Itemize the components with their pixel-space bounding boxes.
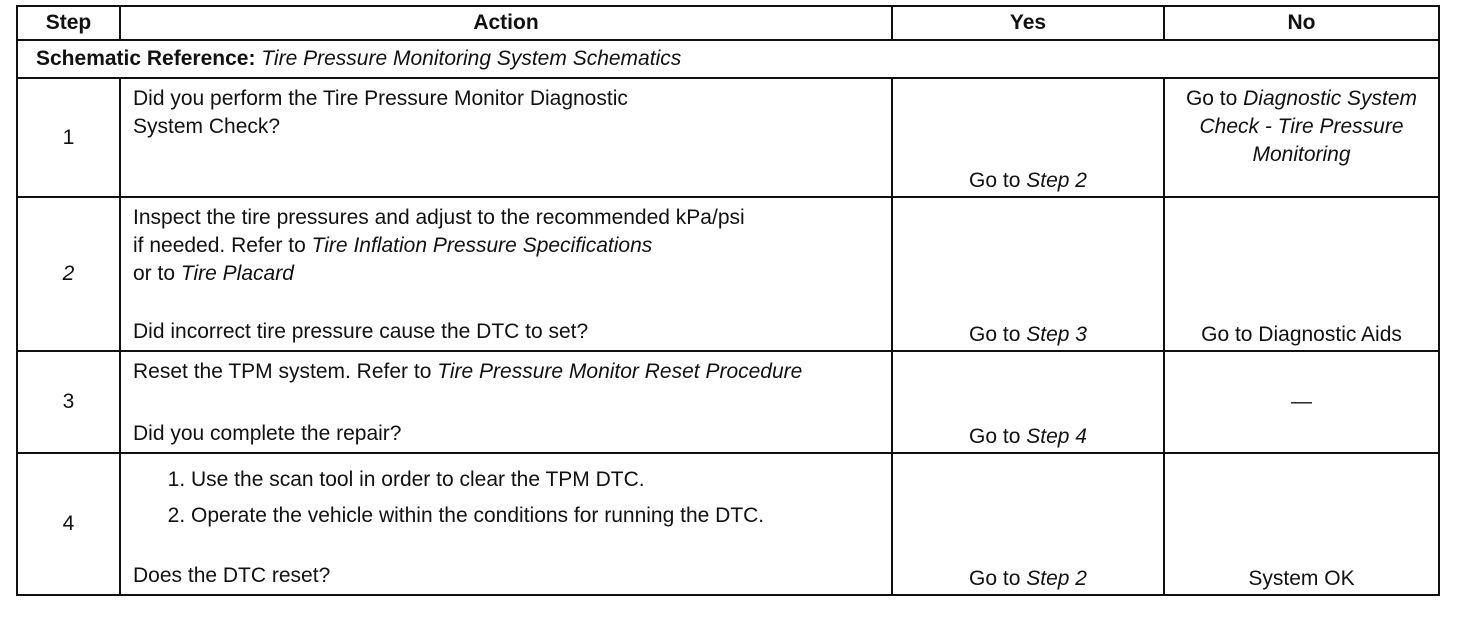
- action-text-part: if needed. Refer to: [133, 234, 312, 257]
- schematic-row: [17, 40, 1439, 78]
- action-link[interactable]: Tire Inflation Pressure Specifications: [311, 234, 653, 257]
- header-action: Action: [120, 6, 892, 40]
- no-prefix: Go to: [1185, 87, 1244, 110]
- no-link[interactable]: Diagnostic System Check - Tire Pressure Monitoring: [1199, 87, 1418, 166]
- yes-cell: [892, 351, 1164, 453]
- yes-link[interactable]: Step 3: [1026, 323, 1087, 346]
- header-yes: Yes: [892, 6, 1164, 40]
- yes-prefix: Go to: [969, 169, 1027, 192]
- action-text: System Check?: [133, 115, 281, 138]
- list-item: 2. Operate the vehicle within the conditions for running the DTC.: [191, 502, 781, 530]
- yes-prefix: Go to: [969, 425, 1027, 448]
- action-question: Did incorrect tire pressure cause the DTC to set?: [133, 320, 589, 343]
- action-link[interactable]: Tire Placard: [180, 262, 294, 285]
- action-cell: [120, 78, 892, 197]
- action-cell: [120, 453, 892, 595]
- yes-cell: [892, 453, 1164, 595]
- action-text: Did you perform the Tire Pressure Monitor Diagnostic: [133, 87, 628, 110]
- yes-action: [893, 425, 1163, 449]
- instruction-list: [133, 466, 881, 530]
- yes-link[interactable]: Step 2: [1026, 169, 1087, 192]
- table-row: [17, 453, 1439, 595]
- schematic-reference: [17, 40, 1439, 78]
- action-text: [133, 358, 833, 386]
- action-cell: [120, 197, 892, 351]
- yes-action: [893, 169, 1163, 193]
- yes-action: [893, 323, 1163, 347]
- step-number: 3: [17, 351, 120, 453]
- yes-link[interactable]: Step 2: [1026, 567, 1087, 590]
- step-number: 2: [17, 197, 120, 351]
- action-text: Inspect the tire pressures and adjust to the recommended kPa/psi: [133, 206, 745, 229]
- yes-action: [893, 567, 1163, 591]
- no-cell: [1164, 197, 1439, 351]
- yes-prefix: Go to: [969, 323, 1027, 346]
- action-text-part: Reset the TPM system. Refer to: [133, 360, 438, 383]
- no-action[interactable]: Go to Diagnostic Aids: [1201, 323, 1402, 346]
- no-cell: —: [1164, 351, 1439, 453]
- table-row: [17, 351, 1439, 453]
- header-step: Step: [17, 6, 120, 40]
- action-text-part: or to: [133, 262, 181, 285]
- action-question: Did you complete the repair?: [133, 422, 402, 445]
- action-cell: [120, 351, 892, 453]
- no-action: System OK: [1248, 567, 1355, 590]
- action-link[interactable]: Tire Pressure Monitor Reset Procedure: [437, 360, 803, 383]
- no-cell: [1164, 78, 1439, 197]
- yes-cell: [892, 197, 1164, 351]
- action-text: [133, 260, 881, 288]
- table-row: [17, 78, 1439, 197]
- yes-prefix: Go to: [969, 567, 1027, 590]
- step-number: 4: [17, 453, 120, 595]
- action-text: [133, 232, 881, 260]
- yes-cell: [892, 78, 1164, 197]
- diagnostic-table: [16, 5, 1440, 596]
- no-cell: [1164, 453, 1439, 595]
- step-number: 1: [17, 78, 120, 197]
- list-item: 1. Use the scan tool in order to clear the TPM DTC.: [191, 466, 881, 494]
- action-question: Does the DTC reset?: [133, 564, 331, 587]
- header-no: No: [1164, 6, 1439, 40]
- schematic-link[interactable]: Tire Pressure Monitoring System Schematics: [261, 47, 682, 70]
- table-row: [17, 197, 1439, 351]
- yes-link[interactable]: Step 4: [1026, 425, 1087, 448]
- header-row: [17, 6, 1439, 40]
- schematic-label: Schematic Reference:: [36, 47, 256, 70]
